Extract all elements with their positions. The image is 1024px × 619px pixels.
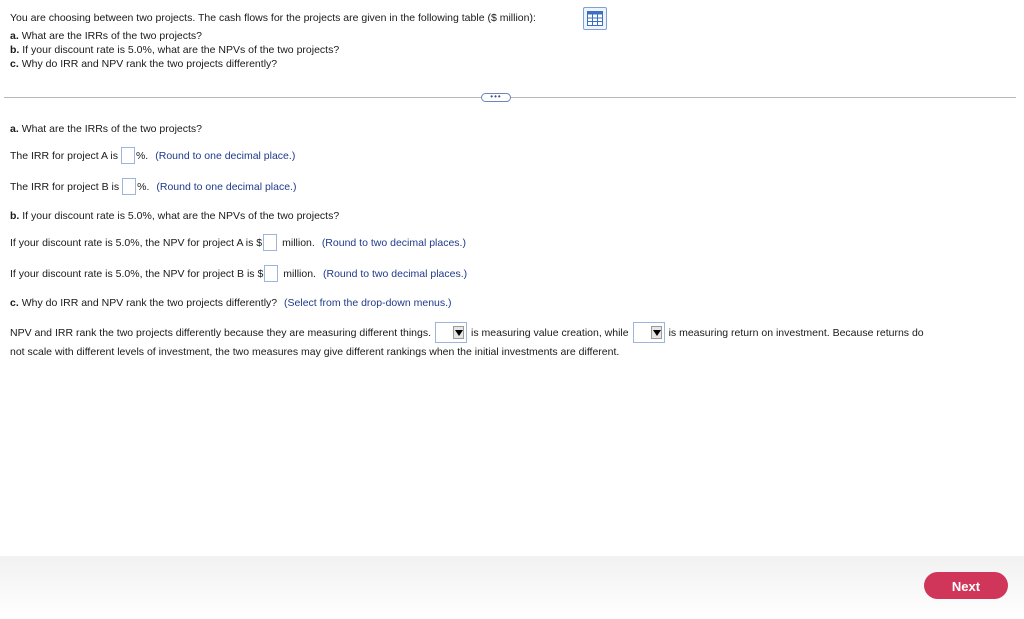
question-intro bbox=[10, 12, 536, 24]
next-button[interactable]: Next bbox=[924, 572, 1008, 599]
irr-b-input[interactable] bbox=[122, 178, 136, 195]
question-part-b: b. If your discount rate is 5.0%, what are the NPVs of the two projects? bbox=[10, 44, 340, 56]
question-part-a: a. What are the IRRs of the two projects? bbox=[10, 30, 203, 42]
part-c-heading: c. Why do IRR and NPV rank the two projects differently? (Select from the drop-down menus.) bbox=[10, 297, 452, 309]
part-c-sentence-line-1: NPV and IRR rank the two projects differently because they are measuring different things. is measuring value creation, while is measuring return on investment. Because returns do bbox=[10, 322, 924, 343]
npv-b-row: If your discount rate is 5.0%, the NPV for project B is $ million. (Round to two decimal places.) bbox=[10, 265, 467, 282]
npv-b-input[interactable] bbox=[264, 265, 278, 282]
measure-dropdown-2[interactable] bbox=[633, 322, 665, 343]
question-intro-text: You are choosing between two projects. The cash flows for the projects are given in the following table ($ million): bbox=[10, 12, 536, 24]
grid-table-icon bbox=[587, 11, 603, 26]
part-c-sentence-line-2: not scale with different levels of investment, the two measures may give different rankings when the initial investments are different. bbox=[10, 346, 620, 358]
measure-dropdown-1[interactable] bbox=[435, 322, 467, 343]
part-b-heading: b. If your discount rate is 5.0%, what are the NPVs of the two projects? bbox=[10, 210, 340, 222]
irr-b-row: The IRR for project B is %. (Round to one decimal place.) bbox=[10, 178, 296, 195]
irr-a-input[interactable] bbox=[121, 147, 135, 164]
question-part-c: c. Why do IRR and NPV rank the two projects differently? bbox=[10, 58, 278, 70]
dropdown-arrow-icon bbox=[453, 326, 464, 339]
npv-a-input[interactable] bbox=[263, 234, 277, 251]
footer-bar bbox=[0, 556, 1024, 619]
dropdown-arrow-icon bbox=[651, 326, 662, 339]
part-a-heading: a. What are the IRRs of the two projects? bbox=[10, 123, 203, 135]
npv-a-row: If your discount rate is 5.0%, the NPV for project A is $ million. (Round to two decimal places.) bbox=[10, 234, 466, 251]
table-icon-button[interactable] bbox=[583, 7, 607, 30]
irr-a-row: The IRR for project A is %. (Round to one decimal place.) bbox=[10, 147, 295, 164]
expand-more-button[interactable]: ••• bbox=[481, 93, 511, 102]
